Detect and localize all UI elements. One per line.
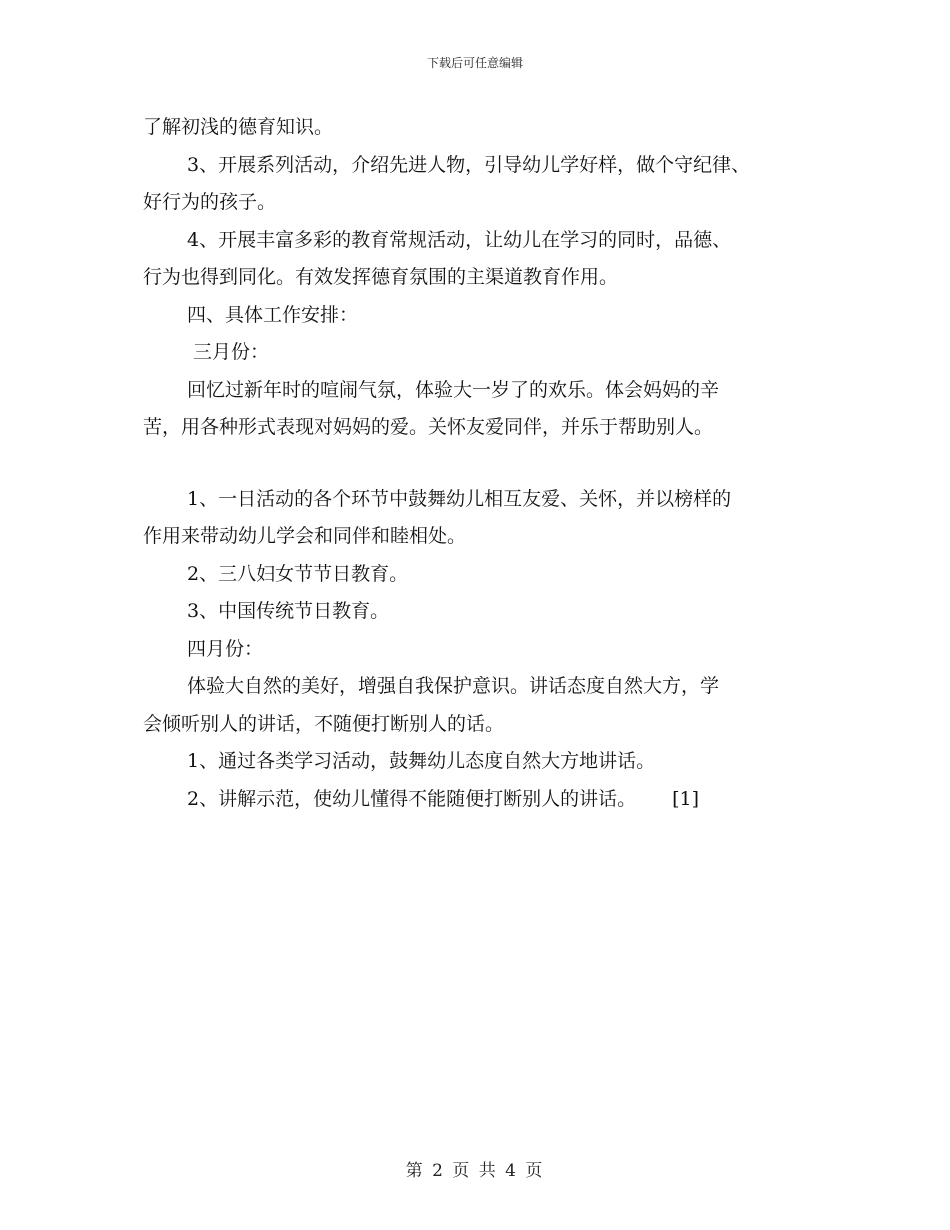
paragraph-line: 会倾听别人的讲话，不随便打断别人的话。 xyxy=(143,713,505,735)
month-heading: 四月份： xyxy=(187,638,264,660)
paragraph-line: 1、一日活动的各个环节中鼓舞幼儿相互友爱、关怀，并以榜样的 xyxy=(187,488,732,510)
paragraph-line: 3、开展系列活动，介绍先进人物，引导幼儿学好样，做个守纪律、 xyxy=(187,154,751,176)
paragraph-line: 3、中国传统节日教育。 xyxy=(187,600,390,622)
paragraph-line: 体验大自然的美好，增强自我保护意识。讲话态度自然大方，学 xyxy=(187,675,720,697)
paragraph-line: 苦，用各种形式表现对妈妈的爱。关怀友爱同伴，并乐于帮助别人。 xyxy=(143,416,714,438)
paragraph-line: 回忆过新年时的喧闹气氛，体验大一岁了的欢乐。体会妈妈的辛 xyxy=(187,379,720,401)
paragraph-line: 作用来带动幼儿学会和同伴和睦相处。 xyxy=(143,525,467,547)
paragraph-line: 了解初浅的德育知识。 xyxy=(143,116,334,138)
paragraph-line: 好行为的孩子。 xyxy=(143,191,277,213)
section-heading: 四、具体工作安排： xyxy=(187,304,359,326)
paragraph-line: 4、开展丰富多彩的教育常规活动，让幼儿在学习的同时，品德、 xyxy=(187,229,732,251)
reference-marker: [1] xyxy=(672,788,700,810)
paragraph-text: 2、讲解示范，使幼儿懂得不能随便打断别人的讲话。 xyxy=(187,788,637,810)
paragraph-line: 行为也得到同化。有效发挥德育氛围的主渠道教育作用。 xyxy=(143,266,619,288)
paragraph-line: 1、通过各类学习活动，鼓舞幼儿态度自然大方地讲话。 xyxy=(187,750,656,772)
page-header: 下载后可任意编辑 xyxy=(426,56,523,70)
paragraph-line: 2、三八妇女节节日教育。 xyxy=(187,563,409,585)
page-number: 第 2 页 共 4 页 xyxy=(405,1161,545,1181)
paragraph-line-with-reference xyxy=(187,790,699,809)
month-heading: 三月份： xyxy=(193,341,270,363)
